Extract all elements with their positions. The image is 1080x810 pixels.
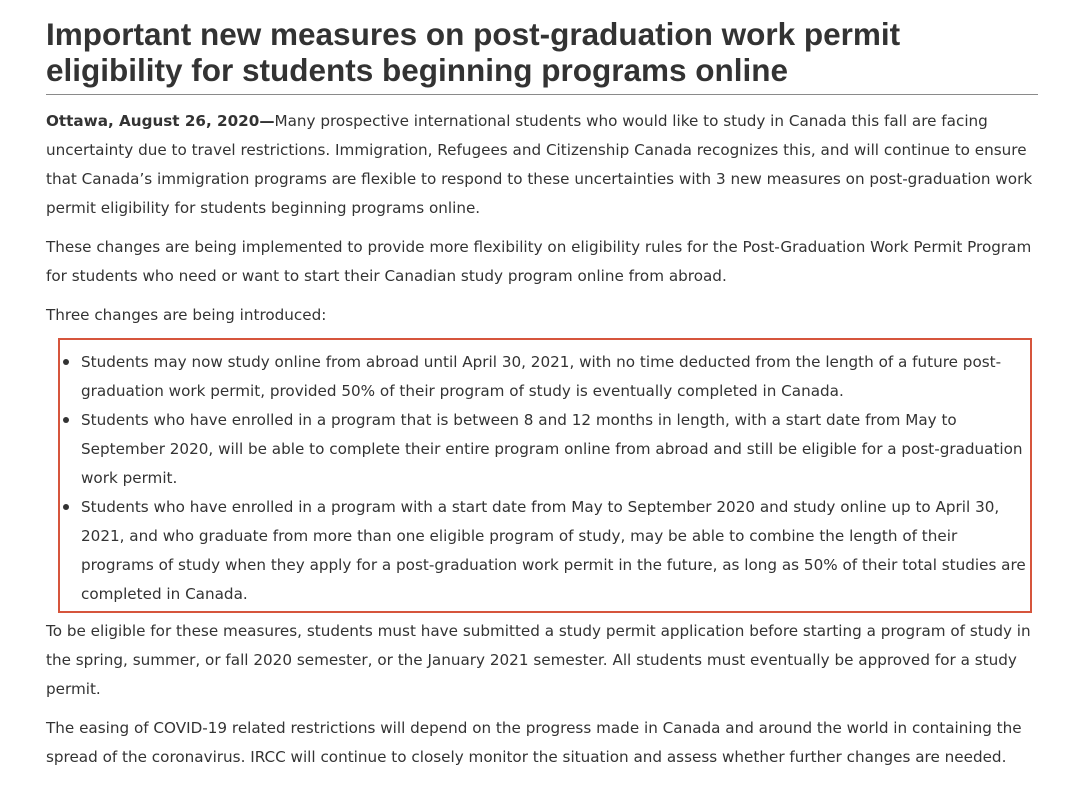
list-item bbox=[60, 493, 1030, 609]
paragraph-flexibility: These changes are being implemented to provide more flexibility on eligibility rules for the Post-Graduation Work Permit Program for students who need or want to start their Canadian study program online from abroad. bbox=[46, 238, 1032, 285]
bullet-icon bbox=[63, 359, 69, 365]
paragraph-covid: The easing of COVID-19 related restrictions will depend on the progress made in Canada and around the world in containing the spread of the coronavirus. IRCC will continue to closely monitor the situation and assess whether further changes are needed. bbox=[46, 719, 1022, 766]
bullet-icon bbox=[63, 417, 69, 423]
paragraph-eligibility: To be eligible for these measures, students must have submitted a study permit application before starting a program of study in the spring, summer, or fall 2020 semester, or the January 2021 semester. All students must eventually be approved for a study permit. bbox=[46, 622, 1031, 698]
list-item-text: Students who have enrolled in a program that is between 8 and 12 months in length, with a start date from May to September 2020, will be able to complete their entire program online from abroad and still be eligible for a post-graduation work permit. bbox=[81, 411, 1023, 487]
page-title: Important new measures on post-graduation work permit eligibility for students beginning programs online bbox=[46, 16, 1038, 95]
changes-list bbox=[60, 348, 1030, 609]
lead-paragraph bbox=[46, 107, 1038, 223]
paragraph-changes-intro: Three changes are being introduced: bbox=[46, 306, 327, 324]
list-item-text: Students may now study online from abroad until April 30, 2021, with no time deducted from the length of a future post-graduation work permit, provided 50% of their program of study is eventually completed in Canada. bbox=[81, 353, 1002, 400]
list-item-text: Students who have enrolled in a program with a start date from May to September 2020 and study online up to April 30, 2021, and who graduate from more than one eligible program of study, may be able to combine the length of their programs of study when they apply for a post-graduation work permit in the future, as long as 50% of their total studies are completed in Canada. bbox=[81, 498, 1026, 603]
list-item bbox=[60, 348, 1030, 406]
bullet-icon bbox=[63, 504, 69, 510]
dateline: Ottawa, August 26, 2020— bbox=[46, 112, 275, 130]
highlighted-changes-box bbox=[58, 338, 1032, 613]
lead-text: Many prospective international students who would like to study in Canada this fall are facing uncertainty due to travel restrictions. Immigration, Refugees and Citizenship Canada recognizes this, and will continue to ensure that Canada’s immigration programs are flexible to respond to these uncertainties with 3 new measures on post-graduation work permit eligibility for students beginning programs online. bbox=[46, 112, 1033, 217]
list-item bbox=[60, 406, 1030, 493]
news-release bbox=[46, 16, 1038, 772]
